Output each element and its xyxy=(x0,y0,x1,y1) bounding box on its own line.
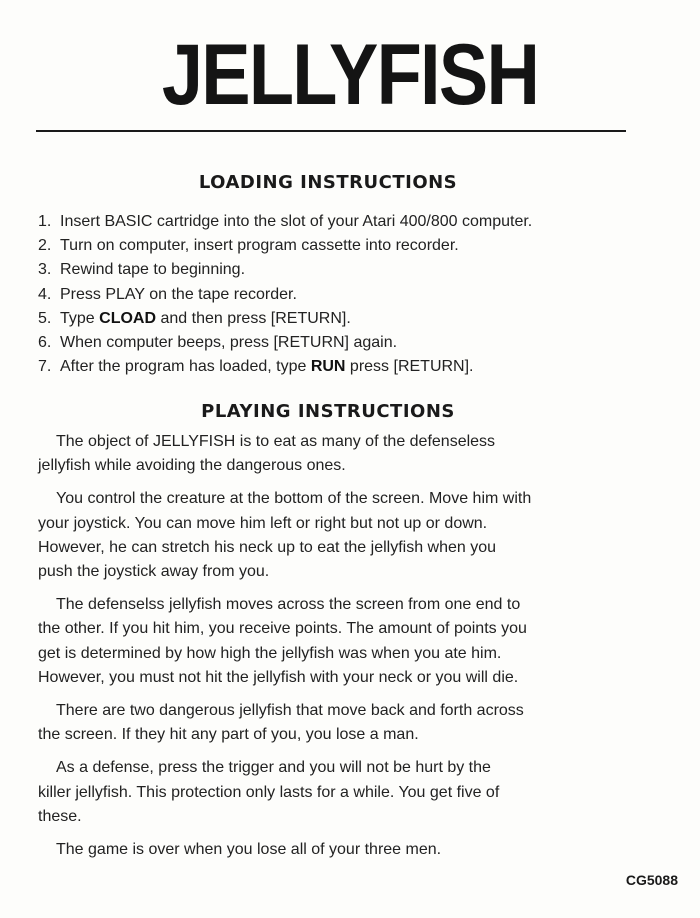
product-code: CG5088 xyxy=(625,872,678,888)
text-line: these. xyxy=(38,807,82,825)
title-divider xyxy=(36,130,626,132)
text-line: jellyfish while avoiding the dangerous ones. xyxy=(38,457,346,475)
list-item xyxy=(38,307,532,331)
command-keyword: CLOAD xyxy=(99,309,157,327)
step-text: Rewind tape to beginning. xyxy=(60,261,246,279)
paragraph xyxy=(38,593,598,690)
step-text-suffix: and then press [RETURN]. xyxy=(156,309,351,327)
step-number: 5. xyxy=(38,309,52,327)
paragraph xyxy=(38,487,598,584)
text-line: The object of JELLYFISH is to eat as many of the defenseless xyxy=(56,433,496,450)
text-line: As a defense, press the trigger and you will not be hurt by the xyxy=(56,759,491,777)
step-text: Turn on computer, insert program cassette into recorder. xyxy=(60,237,459,255)
page-title: JELLYFISH xyxy=(161,27,539,123)
step-number: 7. xyxy=(38,358,52,376)
step-text: After the program has loaded, type xyxy=(60,358,311,376)
text-line: the other. If you hit him, you receive points. The amount of points you xyxy=(38,620,527,638)
text-line: killer jellyfish. This protection only lasts for a while. You get five of xyxy=(38,783,500,801)
paragraph xyxy=(38,838,598,862)
text-line: You control the creature at the bottom of the screen. Move him with xyxy=(56,490,532,508)
text-line: However, you must not hit the jellyfish with your neck or you will die. xyxy=(38,668,519,686)
list-item xyxy=(38,234,532,258)
step-text-suffix: press [RETURN]. xyxy=(345,358,474,376)
loading-steps-list xyxy=(38,210,532,379)
paragraph xyxy=(38,756,598,829)
playing-instructions-heading: PLAYING INSTRUCTIONS xyxy=(201,401,455,422)
loading-instructions-heading: LOADING INSTRUCTIONS xyxy=(198,172,458,193)
step-number: 3. xyxy=(38,261,52,279)
playing-instructions-body xyxy=(38,430,598,871)
step-text: Press PLAY on the tape recorder. xyxy=(60,285,297,303)
step-number: 1. xyxy=(38,213,52,230)
list-item xyxy=(38,331,532,355)
step-number: 6. xyxy=(38,334,52,352)
text-line: The game is over when you lose all of your three men. xyxy=(56,841,442,859)
text-line: your joystick. You can move him left or right but not up or down. xyxy=(38,514,488,532)
text-line: The defenselss jellyfish moves across the screen from one end to xyxy=(56,596,521,614)
paragraph xyxy=(38,699,598,747)
text-line: the screen. If they hit any part of you, you lose a man. xyxy=(38,726,419,744)
paragraph xyxy=(38,430,598,478)
step-number: 2. xyxy=(38,237,52,255)
list-item xyxy=(38,258,532,282)
text-line: push the joystick away from you. xyxy=(38,563,270,581)
command-keyword: RUN xyxy=(310,358,346,376)
step-number: 4. xyxy=(38,285,52,303)
text-line: get is determined by how high the jellyfish was when you ate him. xyxy=(38,644,502,662)
step-text: Type xyxy=(60,309,100,327)
text-line: There are two dangerous jellyfish that move back and forth across xyxy=(56,702,524,720)
step-text: When computer beeps, press [RETURN] again. xyxy=(60,334,398,352)
list-item xyxy=(38,283,532,307)
list-item xyxy=(38,210,532,234)
list-item xyxy=(38,355,532,379)
step-text: Insert BASIC cartridge into the slot of your Atari 400/800 computer. xyxy=(60,213,533,230)
text-line: However, he can stretch his neck up to eat the jellyfish when you xyxy=(38,538,497,556)
